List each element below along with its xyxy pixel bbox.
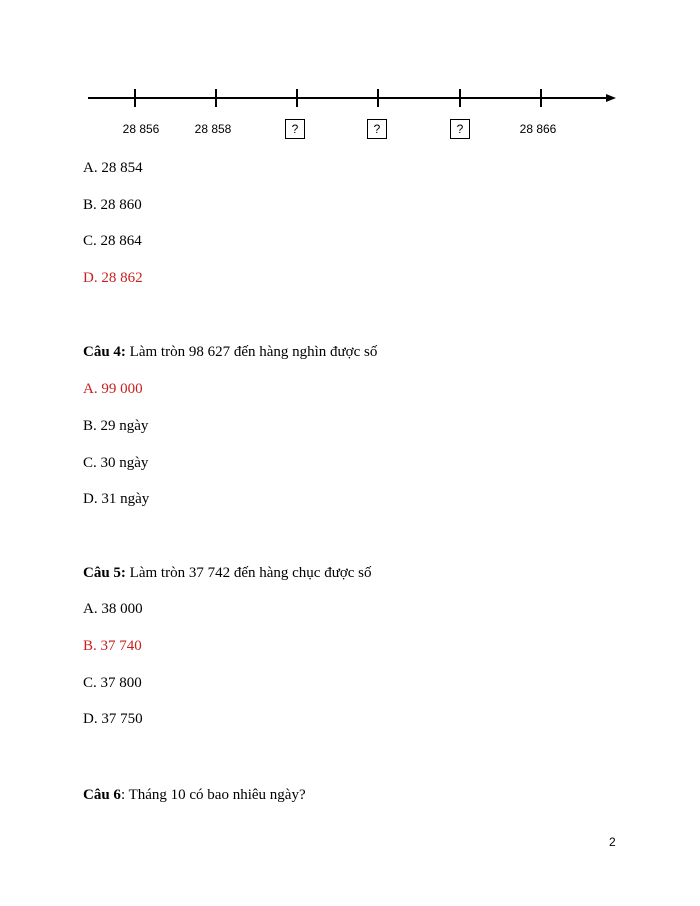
q4-option-c: C. 30 ngày xyxy=(83,455,149,471)
q4-option-a-correct: A. 99 000 xyxy=(83,381,143,397)
q5-option-d: D. 37 750 xyxy=(83,711,143,727)
q5-question xyxy=(83,564,372,582)
q4-text: Làm tròn 98 627 đến hàng nghìn được số xyxy=(125,344,378,360)
q3-option-a: A. 28 854 xyxy=(83,160,143,176)
tick-label-1: 28 856 xyxy=(122,122,160,136)
page-number: 2 xyxy=(609,835,616,849)
q5-label: Câu 5: xyxy=(83,565,126,581)
q4-option-b: B. 29 ngày xyxy=(83,418,149,434)
q4-question xyxy=(83,343,377,361)
q6-text: : Tháng 10 có bao nhiêu ngày? xyxy=(120,787,306,803)
q5-option-b-correct: B. 37 740 xyxy=(83,638,142,654)
q4-label: Câu 4: xyxy=(83,344,126,360)
tick-label-2: 28 858 xyxy=(194,122,232,136)
q5-option-c: C. 37 800 xyxy=(83,675,142,691)
q6-question xyxy=(83,786,306,804)
number-line-arrow xyxy=(606,94,616,102)
q3-option-c: C. 28 864 xyxy=(83,233,142,249)
q5-text: Làm tròn 37 742 đến hàng chục được số xyxy=(125,565,372,581)
q4-option-d: D. 31 ngày xyxy=(83,491,150,507)
unknown-box-2: ? xyxy=(367,119,387,139)
q6-label: Câu 6 xyxy=(83,787,121,803)
unknown-box-1: ? xyxy=(285,119,305,139)
tick-label-6: 28 866 xyxy=(519,122,557,136)
unknown-box-3: ? xyxy=(450,119,470,139)
q3-option-d-correct: D. 28 862 xyxy=(83,270,143,286)
q3-option-b: B. 28 860 xyxy=(83,197,142,213)
q5-option-a: A. 38 000 xyxy=(83,601,143,617)
